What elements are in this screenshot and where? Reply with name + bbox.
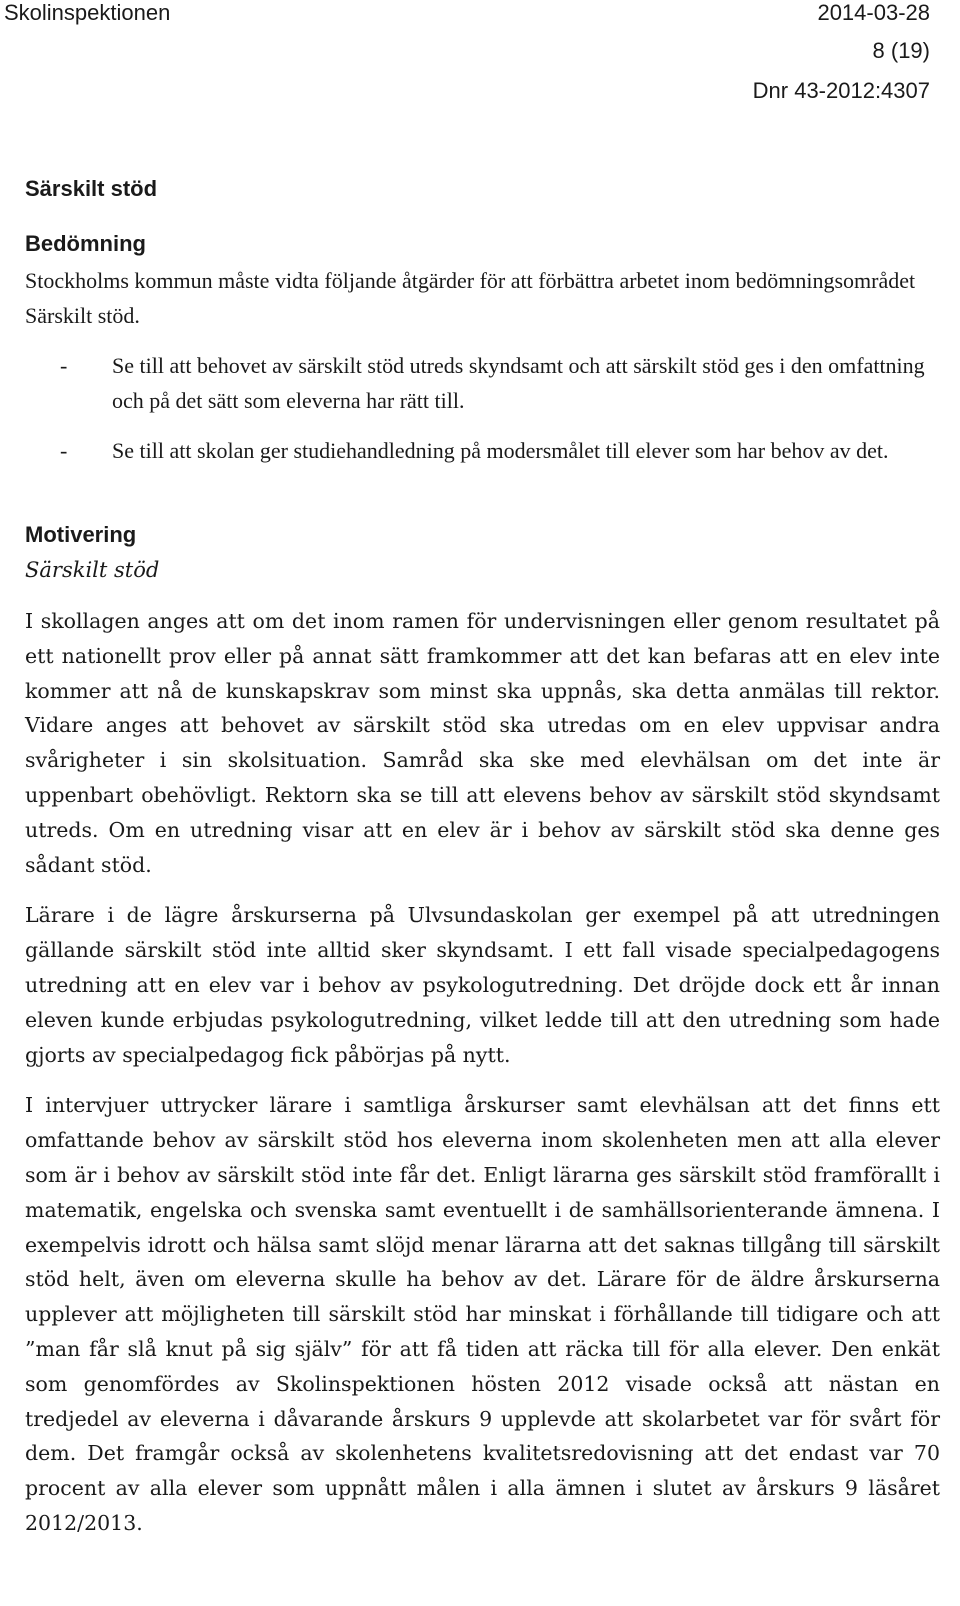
bullet-dash: - [60,353,68,378]
motivation-heading: Motivering [25,522,137,547]
header-organization: Skolinspektionen [4,0,171,25]
action-item [60,434,940,469]
header-page-number: 8 (19) [872,38,930,63]
assessment-intro: Stockholms kommun måste vidta följande åtgärder för att förbättra arbetet inom bedömningsområdet Särskilt stöd. [25,268,916,328]
action-text: Se till att skolan ger studiehandledning på modersmålet till elever som har behov av det. [112,438,889,463]
section-title: Särskilt stöd [25,176,158,201]
paragraph: I intervjuer uttrycker lärare i samtliga årskurser samt elevhälsan att det finns ett omfattande behov av särskilt stöd hos eleverna inom skolenheten men att alla elever som är i behov av särskilt stöd inte får det. Enligt lärarna ges särskilt stöd framförallt i matematik, engelska och svenska samt eventuellt i de samhällsorienterande ämnena. I exempelvis idrott och hälsa samt slöjd menar lärarna att det saknas tillgång till särskilt stöd helt, även om eleverna skulle ha behov av det. Lärare för de äldre årskurserna upplever att möjligheten till särskilt stöd har minskat i förhållande till tidigare och att ”man får slå knut på sig själv” för att få tiden att räcka till för alla elever. Den enkät som genomfördes av Skolinspektionen hösten 2012 visade också att nästan en tredjedel av eleverna i dåvarande årskurs 9 upplevde att skolarbetet var för svårt för dem. Det framgår också av skolenhetens kvalitetsredovisning att det endast var 70 procent av alla elever som uppnått målen i alla ämnen i slutet av årskurs 9 läsåret 2012/2013. [25,1093,940,1535]
paragraph: Lärare i de lägre årskurserna på Ulvsundaskolan ger exempel på att utredningen gällande särskilt stöd inte alltid sker skyndsamt. I ett fall visade specialpedagogens utredning att en elev var i behov av psykologutredning. Det dröjde dock ett år innan eleven kunde erbjudas psykologutredning, vilket ledde till att den utredning som hade gjorts av specialpedagog fick påbörjas på nytt. [25,903,940,1067]
motivation-subheading: Särskilt stöd [25,558,160,582]
motivation-body [25,604,940,1557]
header-date: 2014-03-28 [817,0,930,25]
page-header [0,0,960,120]
action-text: Se till att behovet av särskilt stöd utreds skyndsamt och att särskilt stöd ges i den omfattning och på det sätt som eleverna har rätt till. [112,353,925,413]
header-diary-number: Dnr 43-2012:4307 [752,78,930,103]
paragraph: I skollagen anges att om det inom ramen för undervisningen eller genom resultatet på ett nationellt prov eller på annat sätt framkommer att det kan befaras att en elev inte kommer att nå de kunskapskrav som minst ska uppnås, ska detta anmälas till rektor. Vidare anges att behovet av särskilt stöd ska utredas om en elev uppvisar andra svårigheter i sin skolsituation. Samråd ska ske med elevhälsan om det inte är uppenbart obehövligt. Rektorn ska se till att elevens behov av särskilt stöd skyndsamt utreds. Om en utredning visar att en elev är i behov av särskilt stöd ska denne ges sådant stöd. [25,609,940,877]
action-list [60,349,940,485]
assessment-heading: Bedömning [25,231,146,256]
action-item [60,349,940,418]
bullet-dash: - [60,438,68,463]
